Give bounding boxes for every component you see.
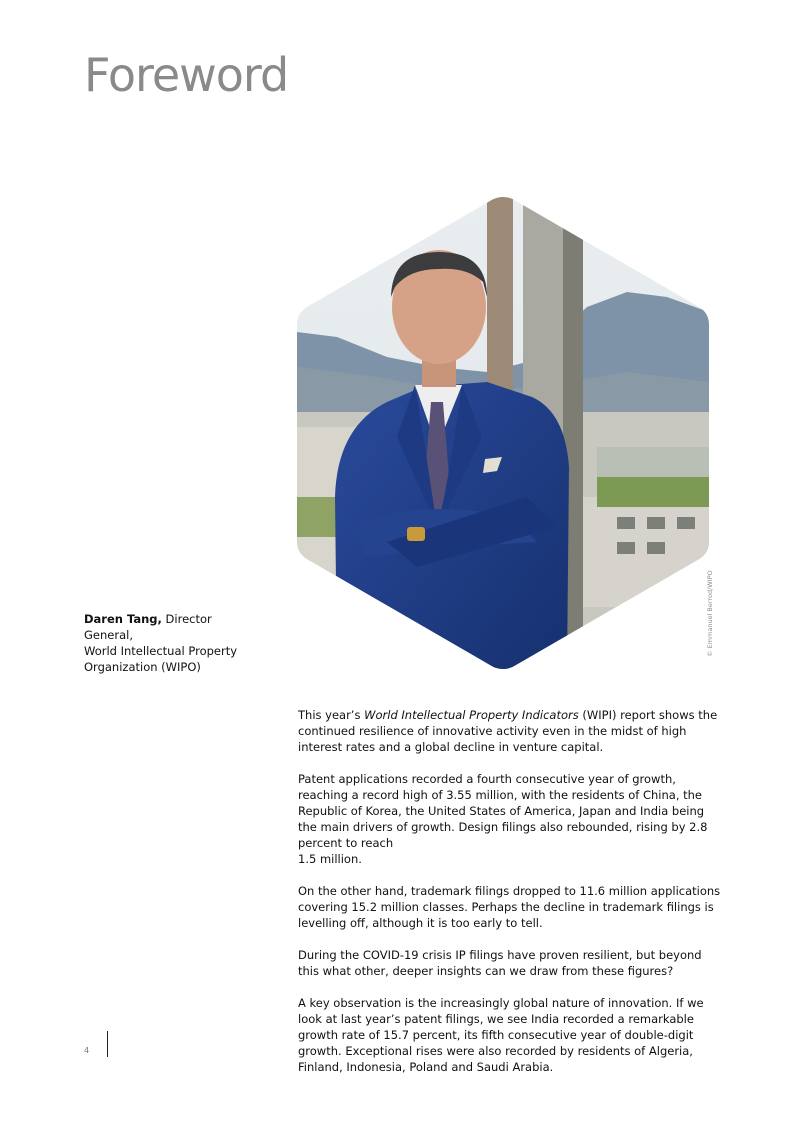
page-title: Foreword <box>84 48 289 102</box>
foreword-body <box>298 707 723 1091</box>
paragraph-4: During the COVID-19 crisis IP filings have proven resilient, but beyond this what other, deeper insights can we draw from these figures? <box>298 948 702 978</box>
paragraph-3: On the other hand, trademark filings dropped to 11.6 million applications covering 15.2 million classes. Perhaps the decline in trademark filings is levelling off, although it is too early to tell. <box>298 884 721 930</box>
page-divider <box>107 1031 108 1057</box>
caption-role-line-1: Director General, <box>84 612 212 642</box>
photo-caption <box>84 611 264 675</box>
caption-role-line-3: Organization (WIPO) <box>84 660 201 674</box>
paragraph-5: A key observation is the increasingly global nature of innovation. If we look at last year’s patent filings, we see India recorded a remarkable growth rate of 15.7 percent, its fifth consecutive year of double-digit growth. Exceptional rises were also recorded by residents of Algeria, Finland, Indonesia, Poland and Saudi Arabia. <box>298 996 704 1074</box>
paragraph-2 <box>298 771 723 867</box>
photo-credit: © Emmanuel Berrod/WIPO <box>706 570 714 657</box>
paragraph-2-text-b: 1.5 million. <box>298 852 362 866</box>
paragraph-1-text-b: (WIPI) report shows the continued resilience of innovative activity even in the midst of high interest rates and a global decline in venture capital. <box>298 708 718 754</box>
report-title: World Intellectual Property Indicators <box>364 708 579 722</box>
paragraph-1 <box>298 707 723 755</box>
caption-name: Daren Tang, <box>84 612 162 626</box>
portrait-photo <box>297 197 709 669</box>
paragraph-1-text-a: This year’s <box>298 708 365 722</box>
page-number: 4 <box>84 1046 90 1055</box>
caption-role-line-2: World Intellectual Property <box>84 644 238 658</box>
paragraph-2-text-a: Patent applications recorded a fourth consecutive year of growth, reaching a record high of 3.55 million, with the residents of China, the Republic of Korea, the United States of America, Japan and India being the main drivers of growth. Design filings also rebounded, rising by 2.8 percent to reach <box>298 772 708 850</box>
